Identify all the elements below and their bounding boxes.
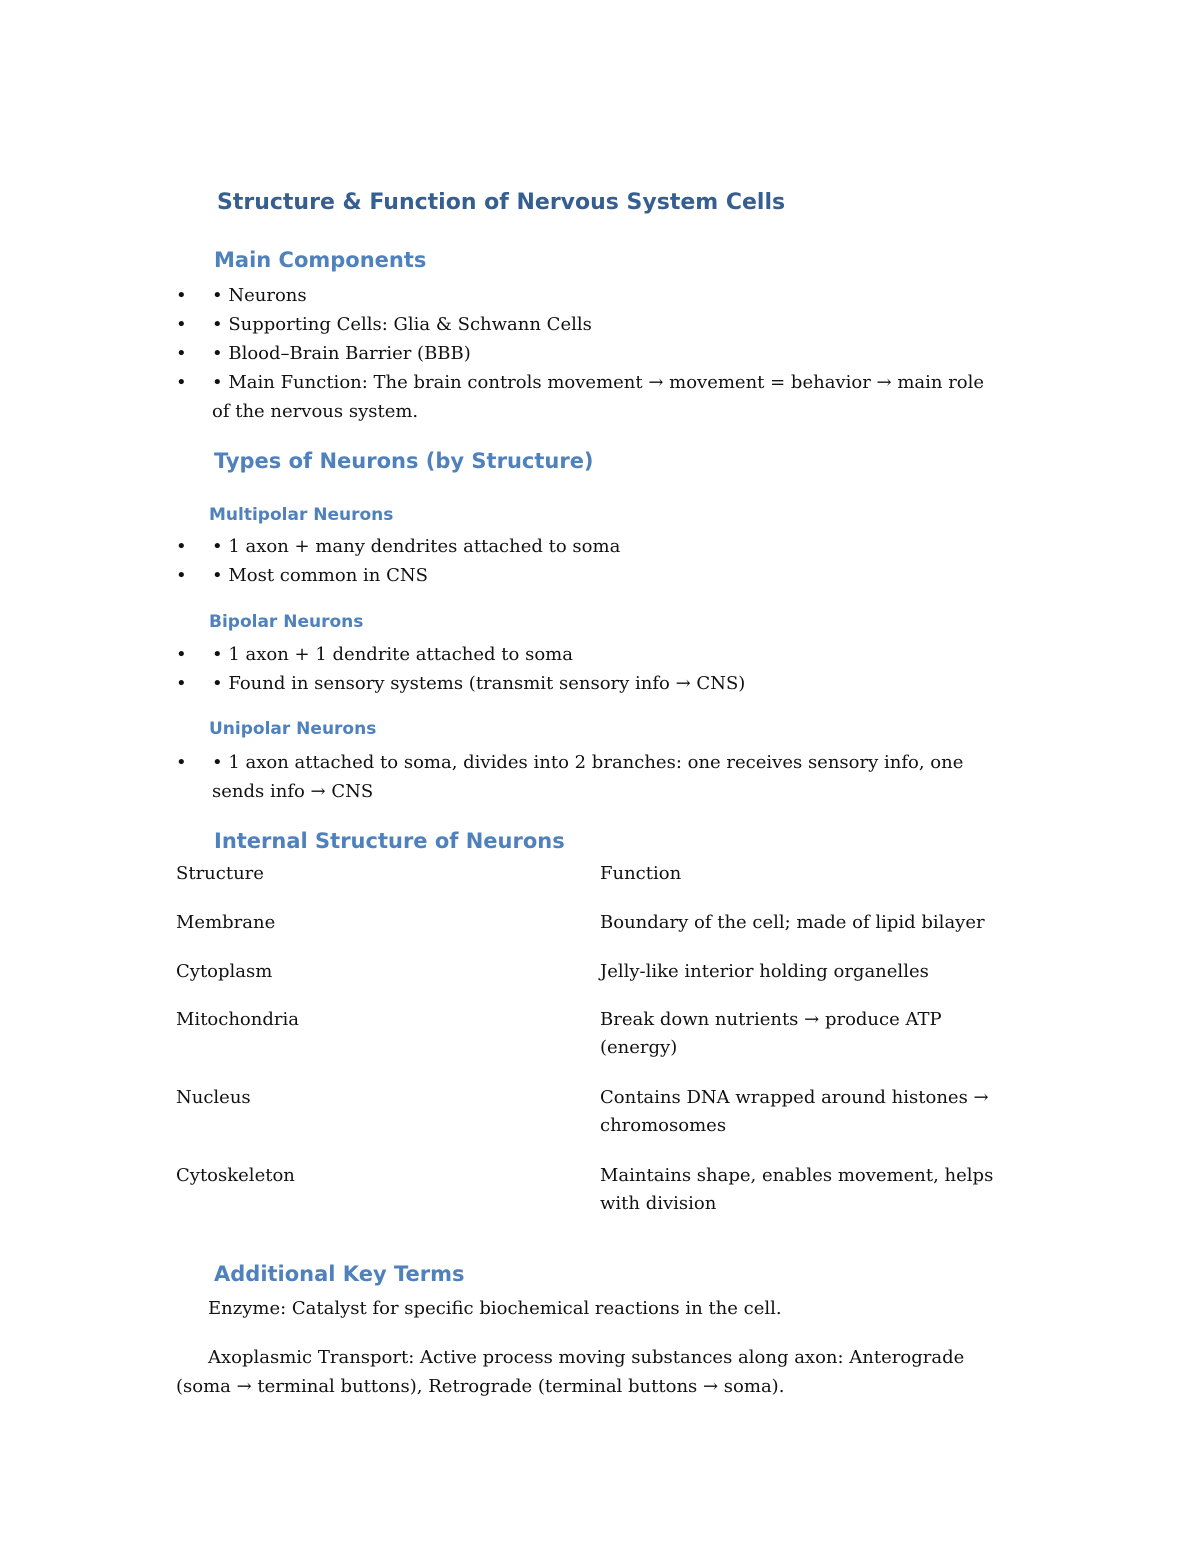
unipolar-heading: Unipolar Neurons	[209, 719, 377, 739]
list-item: • • 1 axon + 1 dendrite attached to soma	[176, 640, 1036, 669]
list-item: • • 1 axon attached to soma, divides into 2 branches: one receives sensory info, one sends info → CNS	[176, 748, 1036, 806]
types-of-neurons-heading: Types of Neurons (by Structure)	[214, 449, 594, 473]
bullet-icon: •	[176, 644, 187, 665]
bullet-icon: •	[176, 314, 187, 335]
list-item: • • Main Function: The brain controls movement → movement = behavior → main role of the nervous system.	[176, 368, 1036, 426]
axoplasmic-transport-paragraph: Axoplasmic Transport: Active process moving substances along axon: Anterograde (soma → terminal buttons), Retrograde (terminal buttons → soma).	[176, 1347, 965, 1397]
list-item: • • Neurons	[176, 281, 1036, 310]
multipolar-heading: Multipolar Neurons	[209, 505, 394, 525]
bipolar-list	[176, 640, 1036, 698]
list-item: • • Most common in CNS	[176, 561, 1036, 590]
document-title: Structure & Function of Nervous System Cells	[217, 190, 786, 215]
main-components-heading: Main Components	[214, 248, 427, 272]
bullet-icon: •	[176, 536, 187, 557]
list-item: • • Supporting Cells: Glia & Schwann Cells	[176, 310, 1036, 339]
bullet-icon: •	[176, 285, 187, 306]
main-components-list	[176, 281, 1036, 426]
column-header-structure: Structure	[176, 863, 264, 884]
list-item: • • 1 axon + many dendrites attached to soma	[176, 532, 1036, 561]
multipolar-list	[176, 532, 1036, 590]
column-header-function: Function	[600, 863, 682, 884]
enzyme-paragraph: Enzyme: Catalyst for specific biochemical reactions in the cell.	[208, 1298, 782, 1319]
bullet-icon: •	[176, 343, 187, 364]
internal-structure-heading: Internal Structure of Neurons	[214, 829, 565, 853]
bipolar-heading: Bipolar Neurons	[209, 612, 364, 632]
unipolar-list	[176, 748, 1036, 806]
bullet-icon: •	[176, 673, 187, 694]
bullet-icon: •	[176, 372, 187, 393]
bullet-icon: •	[176, 565, 187, 586]
list-item: • • Found in sensory systems (transmit sensory info → CNS)	[176, 669, 1036, 698]
additional-terms-heading: Additional Key Terms	[214, 1262, 465, 1286]
list-item: • • Blood–Brain Barrier (BBB)	[176, 339, 1036, 368]
bullet-icon: •	[176, 752, 187, 773]
